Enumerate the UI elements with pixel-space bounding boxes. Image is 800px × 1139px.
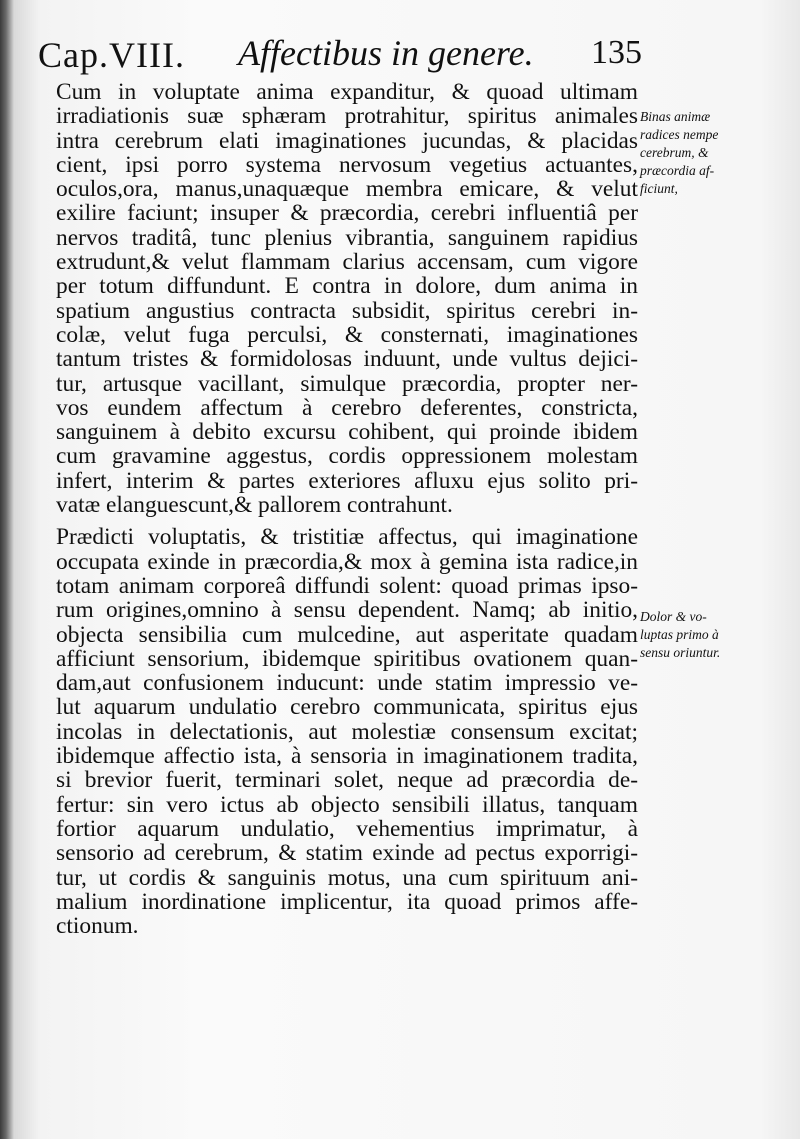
margin-note-line: radices nempe (640, 127, 719, 142)
margin-note-line: sensu oriuntur. (640, 645, 721, 660)
text-line: lut aquarum undulatio cerebro communicata, spiritus ejus (56, 695, 638, 720)
running-title: Affectibus in genere. (238, 33, 534, 73)
text-line: sanguinem à debito excursu cohibent, qui proinde ibidem (56, 420, 638, 445)
text-line: Prædicti voluptatis, & tristitiæ affectus, qui imaginatione (56, 525, 638, 550)
body-text (56, 80, 638, 938)
text-line: tur, ut cordis & sanguinis motus, una cum spirituum ani- (56, 865, 638, 890)
text-line: rum origines,omnino à sensu dependent. Namq; ab initio, (56, 598, 638, 623)
text-line: colæ, velut fuga perculsi, & consternati, imaginationes (56, 322, 638, 348)
text-line: objecta sensibilia cum mulcedine, aut asperitate quadam (56, 622, 638, 647)
text-line: exilire faciunt; insuper & præcordia, cerebri influentiâ per (56, 201, 638, 226)
margin-note-line: Binas animæ (640, 109, 711, 124)
margin-note-line: Dolor & vo- (640, 609, 707, 624)
text-line: tantum tristes & formidolosas induunt, unde vultus dejici- (56, 347, 638, 372)
text-line: vatæ elanguescunt,& pallorem contrahunt. (56, 493, 453, 518)
margin-note-line: cerebrum, & (640, 145, 709, 160)
text-line: afficiunt sensorium, ibidemque spiritibus ovationem quan- (56, 646, 638, 672)
margin-note-line: præcordia af- (640, 163, 715, 178)
text-line: fertur: sin vero ictus ab objecto sensibili illatus, tanquam (56, 792, 638, 817)
text-line: tur, artusque vacillant, simulque præcordia, propter ner- (56, 371, 638, 396)
paragraph-2 (56, 525, 638, 938)
text-line: sensorio ad cerebrum, & statim exinde ad pectus exporrigi- (56, 841, 638, 866)
text-line: per totum diffundunt. E contra in dolore, dum anima in (56, 274, 638, 299)
text-line: occupata exinde in præcordia,& mox à gemina ista radice,in (56, 549, 638, 574)
margin-note-2 (640, 608, 795, 662)
margin-note-1 (640, 108, 795, 198)
text-line: cum gravamine aggestus, cordis oppressionem molestam (56, 444, 638, 469)
margin-note-line: luptas primo à (640, 627, 719, 642)
text-line: totam animam corporeâ diffundi solent: quoad primas ipso- (56, 573, 638, 599)
text-line: malium inordinatione implicentur, ita quoad primos affe- (56, 889, 638, 915)
text-line: intra cerebrum elati imaginationes jucundas, & placidas (56, 128, 638, 153)
paragraph-1 (56, 80, 638, 517)
text-line: dam,aut confusionem inducunt: unde statim impressio ve- (56, 671, 638, 696)
text-line: irradiationis suæ sphæram protrahitur, spiritus animales (56, 104, 638, 129)
text-line: incolas in delectationis, aut molestiæ consensum excitat; (56, 719, 638, 745)
running-head (38, 30, 642, 80)
text-line: ibidemque affectio ista, à sensoria in imaginationem tradita, (56, 744, 638, 769)
text-line: si brevior fuerit, terminari solet, neque ad præcordia de- (56, 768, 638, 793)
text-line: extrudunt,& velut flammam clarius accensam, cum vigore (56, 250, 638, 275)
text-line: infert, interim & partes exteriores afluxu ejus solito pri- (56, 468, 638, 494)
text-line: cient, ipsi porro systema nervosum vegetius actuantes, (56, 152, 638, 178)
margin-note-line: ficiunt, (640, 181, 678, 196)
text-line: Cum in voluptate anima expanditur, & quoad ultimam (56, 80, 638, 105)
text-line: nervos traditâ, tunc plenius vibrantia, sanguinem rapidius (56, 225, 638, 251)
text-line: oculos,ora, manus,unaquæque membra emicare, & velut (56, 177, 638, 202)
page-number: 135 (591, 34, 642, 71)
text-line: ctionum. (56, 914, 139, 939)
chapter-heading: Cap.VIII. (38, 35, 185, 75)
text-line: vos eundem affectum à cerebro deferentes, constricta, (56, 395, 638, 421)
text-line: fortior aquarum undulatio, vehementius imprimatur, à (56, 816, 638, 842)
text-line: spatium angustius contracta subsidit, spiritus cerebri in- (56, 298, 638, 323)
